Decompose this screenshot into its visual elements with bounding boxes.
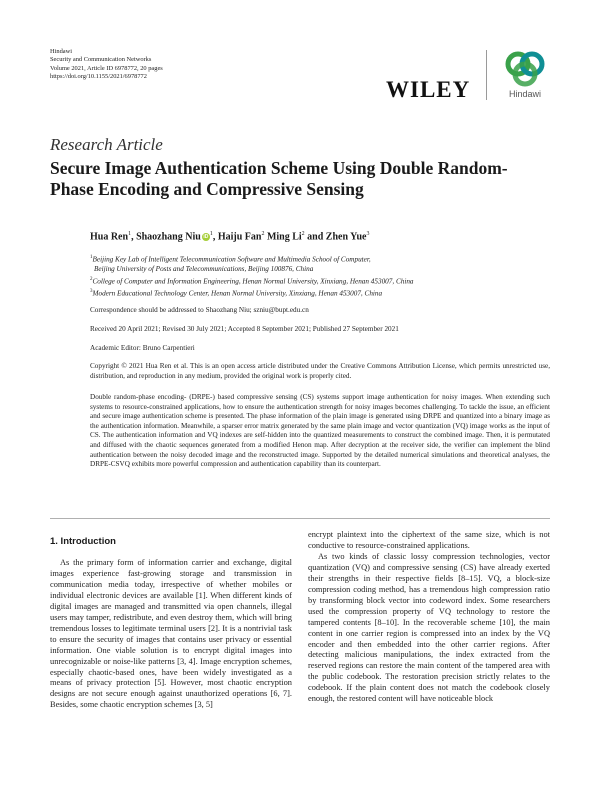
author-name: Zhen Yue [325,231,367,243]
affiliation-sup: 2 [90,276,93,282]
author-name: Haiju Fan [217,231,262,243]
author-name: Hua Ren [90,231,129,243]
copyright-notice: Copyright © 2021 Hua Ren et al. This is an open access article distributed under the Creative Commons Attribution License, which permits unrestricted use, distribution, and reproduction in any medium, provided the original work is properly cited. [90,362,550,380]
academic-editor: Academic Editor: Bruno Carpentieri [90,344,195,352]
author-separator: , [212,231,218,243]
body-paragraph: encrypt plaintext into the ciphertext of the same size, which is not conductive to resource-constrained applications. [308,530,550,550]
body-paragraph: As two kinds of classic lossy compression technologies, vector quantization (VQ) and compressive sensing (CS) have already exerted their strengths in their respective fields [8–15]. VQ, a block-size compression coding method, has a tremendous high compression ratio by transforming block vector into codeword index. Some researchers used the compression property of VQ technology to restore the tampered contents [8–10]. In the recoverable scheme [10], the main content in one carrier region is compressed into an index by the VQ encoder and then embedded into the other carrier regions. After detecting malicious manipulations, the index extracted from the reserved regions can restore the main content of the tampered area with the public codebook. The restoration precision strictly relates to the codebook. If the plain content does not match the codebook closely enough, the restored content will have noticeable block [308,551,550,704]
hindawi-logo-icon [495,48,555,88]
affiliation-text: Beijing Key Lab of Intelligent Telecommunication Software and Multimedia School of Computer, [92,255,371,264]
journal-header [50,48,163,82]
correspondence: Correspondence should be addressed to Shaozhang Niu; szniu@bupt.edu.cn [90,306,309,314]
affiliation-text: Modern Educational Technology Center, Henan Normal University, Xinxiang, Henan 453007, China [92,288,383,297]
journal-name: Security and Communication Networks [50,56,152,64]
affiliation-line [90,253,550,265]
affiliation-sup: 1 [90,255,93,260]
author-separator: and [304,231,326,243]
article-title: Secure Image Authentication Scheme Using Double Random-Phase Encoding and Compressive Sensing [50,158,508,199]
author-sup: 1 [128,231,132,237]
journal-doi-link[interactable]: https://doi.org/10.1155/2021/6978772 [50,73,147,81]
author-sup: 1 [209,231,213,237]
section-heading: 1. Introduction [50,536,116,547]
author-sup: 2 [301,231,305,237]
abstract: Double random-phase encoding- (DRPE-) based compressive sensing (CS) systems support image authentication for noisy images. When extending such systems to resource-constrained applications, how to ensure the authentication strength for noisy images becomes challenging. To tackle the issue, an efficient and secure image authentication scheme is presented. The phase information of the plain image is generated using DRPE and quantized into a binary image as the authentication information. Meanwhile, a sparser error matrix generated by the same plain image and vector quantization (VQ) image works as the input of CS. The authentication information and VQ indexes are self-hidden into the quantized measurements to construct the combined image. Then, it is permutated and diffused with the chaotic sequences generated from a modified Henon map. After decryption at the receiver side, the verifier can implement the blind authentication between the noisy decoded image and the reconstructed image. Supported by the detailed numerical simulations and theoretical analyses, the DRPE-CSVQ exhibits more powerful compression and authentication capability than its counterpart. [90,393,550,469]
logo-divider [486,50,487,100]
author-name: Ming Li [266,231,302,243]
author-list [90,231,369,242]
affiliation-text: Beijing University of Posts and Telecommunications, Beijing 100876, China [94,264,314,273]
wiley-logo: WILEY [386,77,471,102]
affiliations [90,253,550,299]
affiliation-text: College of Computer and Information Engineering, Henan Normal University, Xinxiang, Henan 453007, China [92,276,414,285]
author-sup: 3 [366,231,370,237]
body-paragraph: As the primary form of information carrier and exchange, digital images experience fast-growing storage and transmission in communication media today, irrespective of whether mobiles or individual electronic devices are available [1]. When different kinds of digital images are managed and transmitted via open channels, illegal users may tamper, redistribute, and even destroy them, which will bring tremendous losses to legitimate terminal users [2]. It is a nontrivial task to ensure the security of images that contains user privacy or essential information. One viable solution is to encrypt digital images into unrecognizable or noise-like patterns [3, 4]. Image encryption schemes, especially chaotic-based ones, have been widely investigated as a means of privacy protection [5]. However, most chaotic encryption designs are not secure enough against unauthorized operations [6, 7]. Besides, some chaotic encryption schemes [3, 5] [50,558,292,710]
orcid-icon[interactable]: iD [203,234,209,241]
affiliation-line [90,265,550,275]
body-column-right [308,530,550,705]
body-column-left [50,558,292,711]
journal-volume: Volume 2021, Article ID 6978772, 20 pages [50,64,163,72]
affiliation-line [90,287,550,299]
affiliation-line [90,275,550,287]
author-name: Shaozhang Niu [136,231,201,243]
author-sup: 2 [261,231,265,237]
hindawi-logo-text: Hindawi [508,89,541,99]
section-divider [50,518,550,519]
affiliation-sup: 3 [90,288,93,294]
author-separator: , [131,231,137,243]
journal-publisher: Hindawi [50,48,73,55]
article-type: Research Article [50,135,163,154]
article-dates: Received 20 April 2021; Revised 30 July 2021; Accepted 8 September 2021; Published 27 September 2021 [90,325,399,333]
